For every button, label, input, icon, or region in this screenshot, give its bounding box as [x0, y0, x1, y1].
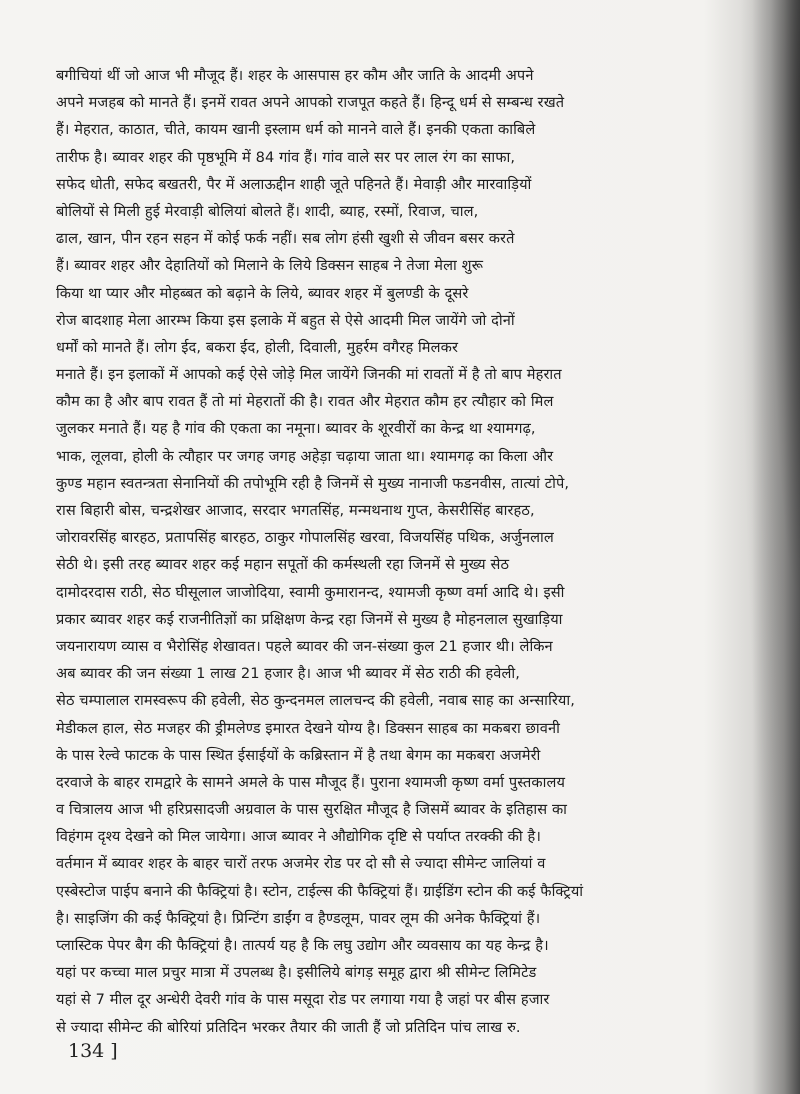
text-line: सेठी थे। इसी तरह ब्यावर शहर कई महान सपूतों की कर्मस्थली रहा जिनमें से मुख्य सेठ [56, 556, 510, 574]
text-line: के पास रेल्वे फाटक के पास स्थित ईसाईयों के कब्रिस्तान में है तथा बेगम का मकबरा अजमेरी [56, 746, 541, 764]
text-line: है। साइजिंग की कई फैक्ट्रियां है। प्रिन्टिंग डाईंग व हैण्डलूम, पावर लूम की अनेक फैक्ट्रियां हैं। [56, 909, 541, 927]
text-line: कौम का है और बाप रावत हैं तो मां मेहरातों की है। रावत और मेहरात कौम हर त्यौहार को मिल [56, 393, 554, 411]
text-line: किया था प्यार और मोहब्बत को बढ़ाने के लिये, ब्यावर शहर में बुलण्डी के दूसरे [56, 284, 469, 302]
text-line: रास बिहारी बोस, चन्द्रशेखर आजाद, सरदार भगतसिंह, मन्मथनाथ गुप्त, केसरीसिंह बारहठ, [56, 502, 535, 519]
text-line: एस्बेस्टोज पाईप बनाने की फैक्ट्रियां है। स्टोन, टाईल्स की फैक्ट्रियां हैं। ग्राईडिंग स्टोन की कई फैक्ट्रियां [56, 882, 584, 900]
text-line: मनाते हैं। इन इलाकों में आपको कई ऐसे जोड़े मिल जायेंगे जिनकी मां रावतों में है तो बाप मेहरात [56, 366, 562, 384]
text-line: व चित्रालय आज भी हरिप्रसादजी अग्रवाल के पास सुरक्षित मौजूद है जिसमें ब्यावर के इतिहास का [56, 801, 568, 819]
text-line: अपने मजहब को मानते हैं। इनमें रावत अपने आपको राजपूत कहते हैं। हिन्दू धर्म से सम्बन्ध रखते [56, 94, 565, 112]
text-line: जयनारायण व्यास व भैरोसिंह शेखावत। पहले ब्यावर की जन-संख्या कुल 21 हजार थी। लेकिन [56, 637, 553, 655]
text-line: यहां से 7 मील दूर अन्धेरी देवरी गांव के पास मसूदा रोड पर लगाया गया है जहां पर बीस हजार [56, 991, 550, 1009]
text-line: धर्मों को मानते हैं। लोग ईद, बकरा ईद, होली, दिवाली, मुहर्रम वगैरह मिलकर [56, 338, 459, 356]
text-line: दरवाजे के बाहर रामद्वारे के सामने अमले के पास मौजूद हैं। पुराना श्यामजी कृष्ण वर्मा पुस्तकालय [56, 773, 566, 791]
page-number: 134 ] [68, 1040, 118, 1062]
text-line: यहां पर कच्चा माल प्रचुर मात्रा में उपलब्ध है। इसीलिये बांगड़ समूह द्वारा श्री सीमेन्ट लिमिटेड [56, 964, 537, 982]
text-line: सफेद धोती, सफेद बखतरी, पैर में अलाऊद्दीन शाही जूते पहिनते हैं। मेवाड़ी और मारवाड़ियों [56, 175, 532, 193]
text-line: बोलियों से मिली हुई मेरवाड़ी बोलियां बोलते हैं। शादी, ब्याह, रस्मों, रिवाज, चाल, [56, 202, 479, 220]
text-line: से ज्यादा सीमेन्ट की बोरियां प्रतिदिन भरकर तैयार की जाती हैं जो प्रतिदिन पांच लाख रु. [56, 1018, 521, 1036]
text-line: प्रकार ब्यावर शहर कई राजनीतिज्ञों का प्रक्षिक्षण केन्द्र रहा जिनमें से मुख्य है मोहनलाल सुखाड़िया [56, 610, 563, 628]
text-line: अब ब्यावर की जन संख्या 1 लाख 21 हजार है। आज भी ब्यावर में सेठ राठी की हवेली, [56, 665, 521, 683]
text-line: ढाल, खान, पीन रहन सहन में कोई फर्क नहीं। सब लोग हंसी खुशी से जीवन बसर करते [56, 230, 515, 248]
body-text [56, 62, 774, 1041]
text-line: मेडीकल हाल, सेठ मजहर की ड्रीमलेण्ड इमारत देखने योग्य है। डिक्सन साहब का मकबरा छावनी [56, 719, 560, 737]
text-line: भाक, लूलवा, होली के त्यौहार पर जगह जगह अहेड़ा चढ़ाया जाता था। श्यामगढ़ का किला और [56, 447, 554, 465]
text-line: बगीचियां थीं जो आज भी मौजूद हैं। शहर के आसपास हर कौम और जाति के आदमी अपने [56, 67, 534, 84]
text-line: हैं। मेहरात, काठात, चीते, कायम खानी इस्लाम धर्म को मानने वाले हैं। इनकी एकता काबिले [56, 121, 536, 139]
text-line: प्लास्टिक पेपर बैग की फैक्ट्रियां है। तात्पर्य यह है कि लघु उद्योग और व्यवसाय का यह केन्द्र है। [56, 937, 549, 954]
text-line: वर्तमान में ब्यावर शहर के बाहर चारों तरफ अजमेर रोड पर दो सौ से ज्यादा सीमेन्ट जालियां व [56, 855, 546, 873]
text-line: दामोदरदास राठी, सेठ घीसूलाल जाजोदिया, स्वामी कुमारानन्द, श्यामजी कृष्ण वर्मा आदि थे। इसी [56, 583, 565, 601]
text-line: विहंगम दृश्य देखने को मिल जायेगा। आज ब्यावर ने औद्योगिक दृष्टि से पर्याप्त तरक्की की है। [56, 828, 541, 846]
text-line: रोज बादशाह मेला आरम्भ किया इस इलाके में बहुत से ऐसे आदमी मिल जायेंगे जो दोनों [56, 311, 515, 329]
text-line: जुलकर मनाते हैं। यह है गांव की एकता का नमूना। ब्यावर के शूरवीरों का केन्द्र था श्यामगढ़, [56, 420, 536, 438]
text-line: हैं। ब्यावर शहर और देहातियों को मिलाने के लिये डिक्सन साहब ने तेजा मेला शुरू [56, 257, 484, 275]
text-line: सेठ चम्पालाल रामस्वरूप की हवेली, सेठ कुन्दनमल लालचन्द की हवेली, नवाब साह का अन्सारिया, [56, 692, 575, 710]
text-line: तारीफ है। ब्यावर शहर की पृष्ठभूमि में 84 गांव हैं। गांव वाले सर पर लाल रंग का साफा, [56, 148, 516, 166]
text-line: कुण्ड महान स्वतन्त्रता सेनानियों की तपोभूमि रही है जिनमें से मुख्य नानाजी फडनवीस, तात्यां टोपे, [56, 474, 570, 492]
text-line: जोरावरसिंह बारहठ, प्रतापसिंह बारहठ, ठाकुर गोपालसिंह खरवा, विजयसिंह पथिक, अर्जुनलाल [56, 529, 554, 547]
